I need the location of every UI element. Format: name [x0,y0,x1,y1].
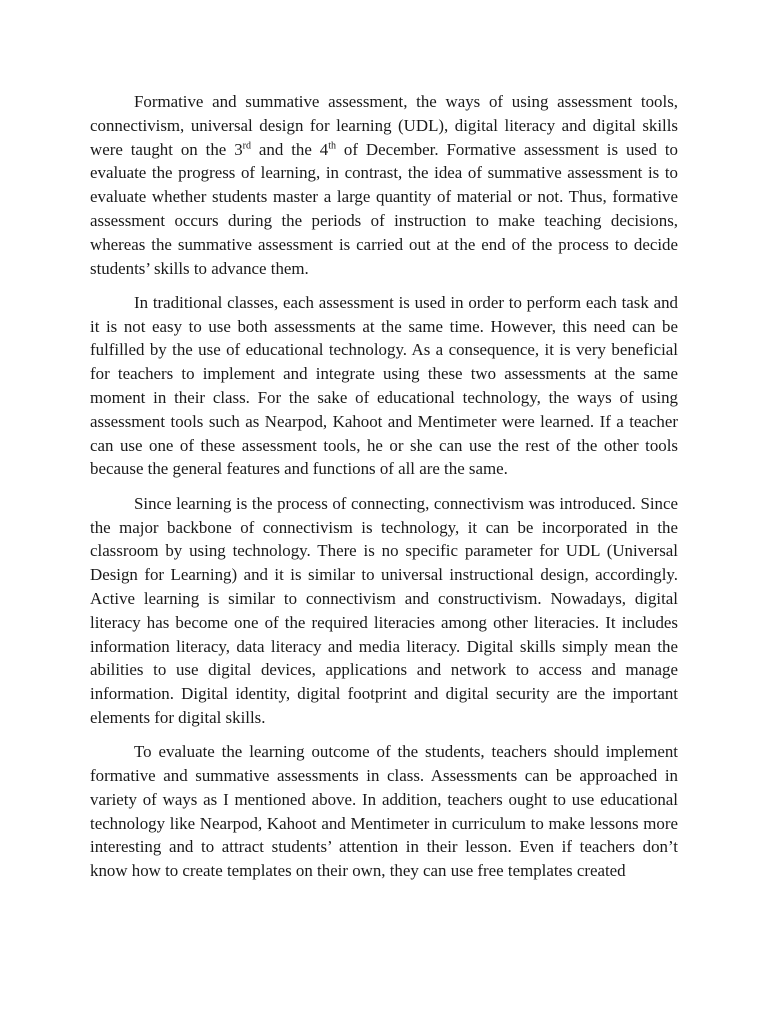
paragraph-1-part-3: of December. Formative assessment is used to evaluate the progress of learning, in contrast, the idea of summative assessment is to evaluate whether students master a large quantity of material or not. Thus, formative assessment occurs during the periods of instruction to make teaching decisions, whereas the summative assessment is carried out at the end of the process to decide students’ skills to advance them. [90,139,678,278]
paragraph-2 [90,291,678,481]
ordinal-suffix-rd: rd [242,139,251,151]
paragraph-4 [90,740,678,883]
paragraph-1 [90,90,678,280]
paragraph-4-text: To evaluate the learning outcome of the students, teachers should implement formative and summative assessments in class. Assessments can be approached in variety of ways as I mentioned above. In addition, teachers ought to use educational technology like Nearpod, Kahoot and Mentimeter in curriculum to make lessons more interesting and to attract students’ attention in their lesson. Even if teachers don’t know how to create templates on their own, they can use free templates created [90,742,678,881]
paragraph-3 [90,492,678,730]
paragraph-1-part-1: Formative and summative assessment, the ways of using assessment tools, connectivism, universal design for learning (UDL), digital literacy and digital skills were taught on the 3 [90,92,678,159]
ordinal-suffix-th: th [328,139,336,151]
paragraph-1-part-2: and the 4 [251,139,329,159]
paragraph-3-text: Since learning is the process of connecting, connectivism was introduced. Since the major backbone of connectivism is technology, it can be incorporated in the classroom by using technology. There is no specific parameter for UDL (Universal Design for Learning) and it is similar to universal instructional design, accordingly. Active learning is similar to connectivism and constructivism. Nowadays, digital literacy has become one of the required literacies among other literacies. It includes information literacy, data literacy and media literacy. Digital skills simply mean the abilities to use digital devices, applications and network to access and manage information. Digital identity, digital footprint and digital security are the important elements for digital skills. [90,493,678,727]
document-page [90,90,678,883]
paragraph-2-text: In traditional classes, each assessment is used in order to perform each task and it is not easy to use both assessments at the same time. However, this need can be fulfilled by the use of educational technology. As a consequence, it is very beneficial for teachers to implement and integrate using these two assessments at the same moment in their class. For the sake of educational technology, the ways of using assessment tools such as Nearpod, Kahoot and Mentimeter were learned. If a teacher can use one of these assessment tools, he or she can use the rest of the other tools because the general features and functions of all are the same. [90,292,678,479]
